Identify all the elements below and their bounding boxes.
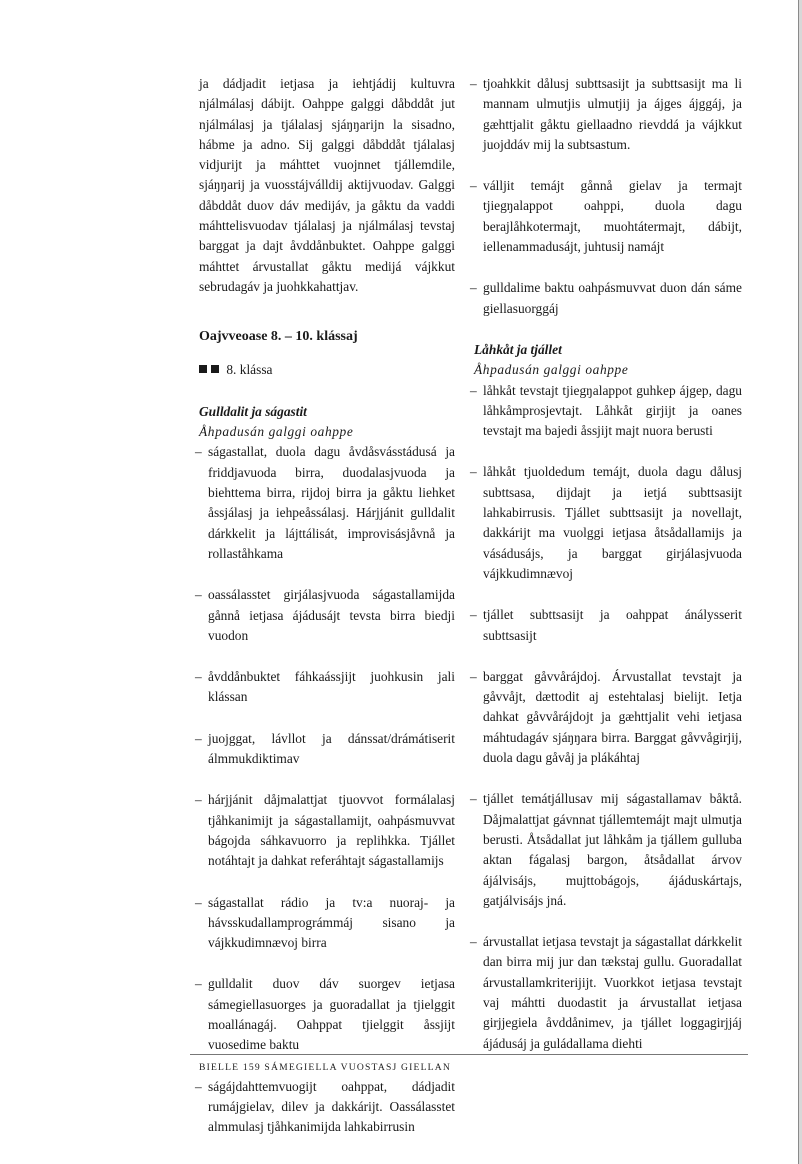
list-item	[470, 176, 742, 257]
dash-bullet-icon: –	[470, 791, 477, 807]
dash-bullet-icon: –	[470, 280, 477, 296]
list-item-text: gulldalit duov dáv suorgev ietjasa sámegiellasuorges ja guoradallat ja tjielggit moallánagáj. Oahppat tjielggit åssjijt vuosedime baktu	[208, 976, 455, 1053]
dash-bullet-icon: –	[470, 607, 477, 623]
list-item-text: tjoahkkit dålusj subttsasijt ja subttsasijt ma li mannam ulmutjis ulmutjij ja ájges ájggáj, ja gæhttjalit gåktu giellaadno rievddá ja vájkkut juojddáv mij la subtsastum.	[483, 76, 742, 152]
dash-bullet-icon: –	[195, 444, 202, 460]
list-item	[195, 442, 455, 564]
list-item	[470, 462, 742, 584]
footer-rule	[190, 1054, 748, 1055]
list-item-text: árvustallat ietjasa tevstajt ja ságastallat dárkkelit dan birra mij jur dan tækstaj gullu. Guoradallat árvustallamkriterijijt. Vuorkkot ietjasa tevstajt vaj máhtti duodastit ja árvustallat ietjasa girjjegiela åvddånimev, ja tjállet loggagirjjáj ájádusáj ja guládallama diehti	[483, 934, 742, 1051]
list-item-text: låhkåt tjuoldedum temájt, duola dagu dålusj subttsasa, dijdajt ja ietjá subttsasijt lahkabirrusis. Tjállet subttsasijt ja novellajt, dakkárijt ma vuolggi ietjasa åtsådallamijs ja vásádusájs, ja barggat girjálasjvuoda vájkkudimnævoj	[483, 464, 742, 581]
list-item-text: tjállet temátjállusav mij ságastallamav båktå. Dåjmalattjat gávnnat tjállemtemájt majt ulmutja berusti. Åtsådallat jut låhkåm ja tjállem gulluba aktan fágalasj bargon, åtsådallat árvov ájálvisájs, mujttobágojs, ájáduskártajs, gatjálvisájs jná.	[483, 791, 742, 908]
list-item	[470, 74, 742, 155]
grade-label-row	[199, 360, 455, 380]
list-item	[195, 974, 455, 1055]
list-item-text: hárjjánit dåjmalattjat tjuovvot formálalasj tjåhkanimijt ja ságastallamijt, oahpásmuvvat bágojda sáhkavuorro ja replihkka. Tjállet notáhtajt ja dahkat referáhtajt ságastallamijs	[208, 792, 455, 869]
list-item	[470, 605, 742, 646]
list-item	[470, 789, 742, 911]
subheading: Gulldalit ja ságastit	[199, 403, 307, 419]
section-heading: Oajvveoase 8. – 10. klássaj	[199, 329, 358, 345]
square-bullet-icon	[211, 365, 219, 373]
list-item-text: válljit temájt gånnå gielav ja termajt tjiegŋalappot oahppi, duola dagu berajlåhkotermajt, muohtátermajt, dábijt, iellenammadusájt, juhtusij namájt	[483, 178, 742, 255]
grade-label: 8. klássa	[226, 361, 273, 377]
dash-bullet-icon: –	[195, 669, 202, 685]
dash-bullet-icon: –	[470, 382, 477, 398]
right-column	[470, 74, 742, 1075]
list-item	[470, 381, 742, 442]
page-footer: BIELLE 159 SÁMEGIELLA VUOSTASJ GIELLAN	[199, 1062, 451, 1073]
dash-bullet-icon: –	[195, 976, 202, 992]
dash-bullet-icon: –	[195, 894, 202, 910]
list-item	[470, 667, 742, 768]
list-item-text: ságastallat, duola dagu åvdåsvásstádusá ja friddjavuoda birra, duodalasjvuoda ja biehttema birra, rijdoj birra ja gåktu liehket åssjálasj ja iehpeåssálasj. Hárjjánit gulldalit dárkkelit ja lájttálisát, improvisásjåvnå ja rollaståhkama	[208, 444, 455, 561]
list-item-text: oassálasstet girjálasjvuoda ságastallamijda gånnå ietjasa ájádusájt tevsta birra biedji vuodon	[208, 587, 455, 643]
list-item-text: barggat gåvvårájdoj. Árvustallat tevstajt ja gåvvåjt, dættodit aj estehtalasj bielijt. Ietja dahkat gåvvårájdojt ja gæhttjalit vehi ietjasa máhtudagáv sjáŋŋara birra. Barggat gåvvågirjij, duola dagu gåvåj ja plákáhtaj	[483, 668, 742, 766]
list-item	[195, 585, 455, 646]
left-column	[195, 74, 455, 1158]
dash-bullet-icon: –	[195, 730, 202, 746]
list-item	[195, 729, 455, 770]
list-item-text: juojggat, lávllot ja dánssat/drámátiserit álmmukdiktimav	[208, 730, 455, 767]
dash-bullet-icon: –	[470, 934, 477, 950]
list-item	[195, 893, 455, 954]
dash-bullet-icon: –	[470, 76, 477, 91]
dash-bullet-icon: –	[195, 792, 202, 808]
dash-bullet-icon: –	[470, 178, 477, 194]
subsubheading: Åhpadusán galggi oahppe	[199, 424, 354, 440]
list-item-text: ságájdahttemvuogijt oahppat, dádjadit rumájgielav, dilev ja dakkárijt. Oassálasstet almmulasj tjåhkanimijda lahkabirrusin	[208, 1078, 455, 1135]
list-item	[195, 667, 455, 708]
list-item-text: tjállet subttsasijt ja oahppat ánálysserit subttsasijt	[483, 607, 742, 643]
square-bullet-icon	[199, 365, 207, 373]
subheading: Låhkåt ja tjállet	[474, 341, 562, 357]
intro-paragraph: ja dádjadit ietjasa ja iehtjádij kultuvra njálmálasj dábijt. Oahppe galggi dåbddåt jut njálmálasj ja tjálalasj sjáŋŋarijn la sisadno, hábme ja adno. Sij galggi dåbddåt tjálalasj vidjurijt ja máhttet vuojnnet tjállemdile, sjáŋŋarij ja vuosstájválldij aktijvuodav. Galggi dåbddåt duov dáv medijáv, ja gåktu da vaddi máhttelisvuodav tjálalasj ja njálmálasj tevstaj barggat ja dajt åvddånbuktet. Oahppe galggi máhttet árvustallat gåktu medijá vájkkut sebrudagáv ja juohkkahattjav.	[199, 76, 455, 294]
list-item	[470, 278, 742, 319]
list-item-text: ságastallat rádio ja tv:a nuoraj- ja hávsskudallamprográmmáj sisano ja vájkkudimnævoj birra	[208, 894, 455, 951]
dash-bullet-icon: –	[470, 668, 477, 684]
list-item	[195, 790, 455, 871]
dash-bullet-icon: –	[470, 464, 477, 480]
list-item-text: gulldalime baktu oahpásmuvvat duon dán sáme giellasuorggáj	[483, 280, 742, 316]
list-item-text: åvddånbuktet fáhkaássjijt juohkusin jali klássan	[208, 669, 455, 705]
list-item	[470, 932, 742, 1054]
subsubheading: Åhpadusán galggi oahppe	[474, 362, 629, 378]
dash-bullet-icon: –	[195, 587, 202, 603]
list-item	[195, 1077, 455, 1138]
dash-bullet-icon: –	[195, 1078, 202, 1094]
list-item-text: låhkåt tevstajt tjiegŋalappot guhkep ájgep, dagu låhkåmprosjevtajt. Låhkåt girjijt ja oanes tevstajt ma bajedi åssjijt majt nuora berusti	[483, 382, 742, 439]
